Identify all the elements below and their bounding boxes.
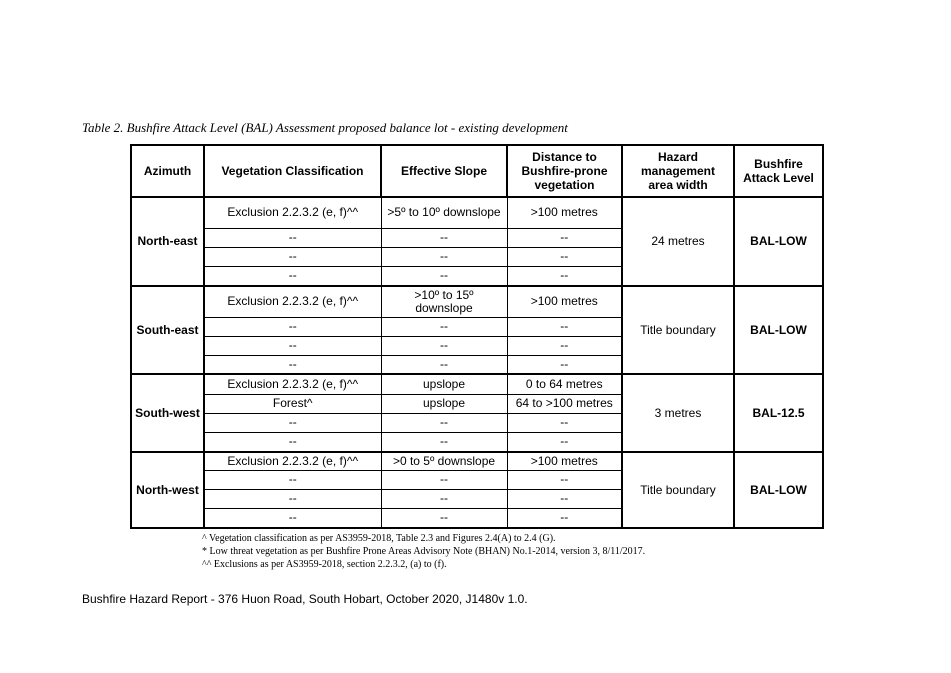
slope-cell: -- (381, 266, 507, 286)
bal-cell: BAL-LOW (734, 452, 823, 528)
document-footer: Bushfire Hazard Report - 376 Huon Road, South Hobart, October 2020, J1480v 1.0. (82, 592, 528, 606)
table-row (131, 374, 823, 394)
vegetation-cell: Forest^ (204, 394, 381, 413)
distance-cell: >100 metres (507, 452, 622, 470)
distance-cell: -- (507, 247, 622, 266)
vegetation-cell: Exclusion 2.2.3.2 (e, f)^^ (204, 374, 381, 394)
header-vegetation: Vegetation Classification (204, 145, 381, 197)
slope-cell: -- (381, 470, 507, 489)
distance-cell: -- (507, 317, 622, 336)
distance-cell: 64 to >100 metres (507, 394, 622, 413)
slope-cell: -- (381, 228, 507, 247)
bal-cell: BAL-LOW (734, 286, 823, 374)
distance-cell: 0 to 64 metres (507, 374, 622, 394)
vegetation-cell: -- (204, 317, 381, 336)
note-exclusions: ^^ Exclusions as per AS3959-2018, section 2.2.3.2, (a) to (f). (202, 559, 447, 570)
distance-cell: -- (507, 413, 622, 432)
vegetation-cell: -- (204, 247, 381, 266)
distance-cell: -- (507, 266, 622, 286)
slope-cell: -- (381, 247, 507, 266)
vegetation-cell: -- (204, 413, 381, 432)
slope-cell: upslope (381, 394, 507, 413)
vegetation-cell: -- (204, 228, 381, 247)
header-distance: Distance to Bushfire-prone vegetation (507, 145, 622, 197)
distance-cell: -- (507, 508, 622, 528)
bal-assessment-table (130, 144, 824, 529)
header-bal: Bushfire Attack Level (734, 145, 823, 197)
distance-cell: -- (507, 432, 622, 452)
vegetation-cell: -- (204, 355, 381, 374)
distance-cell: -- (507, 355, 622, 374)
distance-cell: -- (507, 489, 622, 508)
slope-cell: >0 to 5º downslope (381, 452, 507, 470)
header-hazard-width: Hazard management area width (622, 145, 734, 197)
slope-cell: -- (381, 317, 507, 336)
azimuth-cell: North-east (131, 197, 204, 286)
azimuth-cell: South-west (131, 374, 204, 452)
table-header-row (131, 145, 823, 197)
slope-cell: upslope (381, 374, 507, 394)
hazard-width-cell: Title boundary (622, 452, 734, 528)
vegetation-cell: -- (204, 489, 381, 508)
vegetation-cell: -- (204, 266, 381, 286)
slope-cell: >5º to 10º downslope (381, 197, 507, 228)
header-slope: Effective Slope (381, 145, 507, 197)
distance-cell: -- (507, 336, 622, 355)
vegetation-cell: -- (204, 508, 381, 528)
distance-cell: -- (507, 470, 622, 489)
table-notes (202, 532, 645, 571)
azimuth-cell: South-east (131, 286, 204, 374)
slope-cell: -- (381, 508, 507, 528)
bal-cell: BAL-12.5 (734, 374, 823, 452)
header-azimuth: Azimuth (131, 145, 204, 197)
table-row (131, 452, 823, 470)
distance-cell: >100 metres (507, 197, 622, 228)
slope-cell: >10º to 15º downslope (381, 286, 507, 317)
vegetation-cell: -- (204, 336, 381, 355)
table-caption: Table 2. Bushfire Attack Level (BAL) Assessment proposed balance lot - existing development (82, 120, 568, 135)
table-row (131, 197, 823, 228)
slope-cell: -- (381, 355, 507, 374)
vegetation-cell: -- (204, 470, 381, 489)
vegetation-cell: Exclusion 2.2.3.2 (e, f)^^ (204, 286, 381, 317)
slope-cell: -- (381, 432, 507, 452)
vegetation-cell: -- (204, 432, 381, 452)
note-vegetation: ^ Vegetation classification as per AS3959-2018, Table 2.3 and Figures 2.4(A) to 2.4 (G). (202, 533, 556, 544)
slope-cell: -- (381, 489, 507, 508)
slope-cell: -- (381, 413, 507, 432)
hazard-width-cell: 24 metres (622, 197, 734, 286)
hazard-width-cell: Title boundary (622, 286, 734, 374)
azimuth-cell: North-west (131, 452, 204, 528)
distance-cell: -- (507, 228, 622, 247)
note-low-threat: * Low threat vegetation as per Bushfire Prone Areas Advisory Note (BHAN) No.1-2014, version 3, 8/11/2017. (202, 546, 646, 557)
distance-cell: >100 metres (507, 286, 622, 317)
slope-cell: -- (381, 336, 507, 355)
vegetation-cell: Exclusion 2.2.3.2 (e, f)^^ (204, 197, 381, 228)
hazard-width-cell: 3 metres (622, 374, 734, 452)
table-row (131, 286, 823, 317)
vegetation-cell: Exclusion 2.2.3.2 (e, f)^^ (204, 452, 381, 470)
bal-cell: BAL-LOW (734, 197, 823, 286)
